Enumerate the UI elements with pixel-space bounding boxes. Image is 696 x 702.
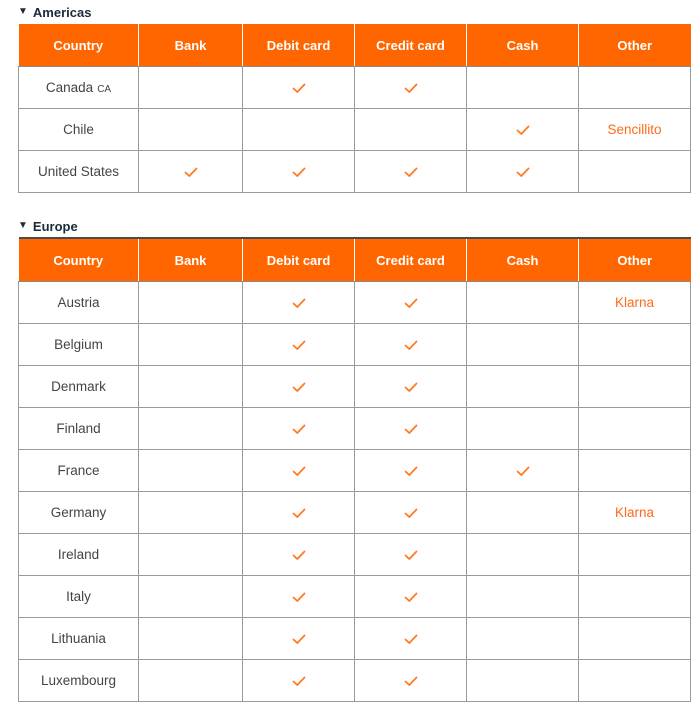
bank-cell [139, 534, 243, 576]
check-icon [516, 463, 530, 478]
col-header-country: Country [19, 24, 139, 67]
check-icon [292, 295, 306, 310]
bank-cell [139, 492, 243, 534]
col-header-other: Other [579, 24, 691, 67]
other-cell [579, 492, 691, 534]
credit-card-cell [355, 408, 467, 450]
other-cell [579, 151, 691, 193]
country-cell [19, 660, 139, 702]
triangle-down-icon: ▼ [18, 220, 28, 231]
payment-table-europe [18, 237, 691, 702]
check-icon [292, 421, 306, 436]
table-row-italy [19, 576, 691, 618]
check-icon [404, 673, 418, 688]
debit-card-cell [243, 408, 355, 450]
check-icon [292, 505, 306, 520]
country-name: United States [37, 164, 120, 179]
credit-card-cell [355, 492, 467, 534]
other-cell [579, 534, 691, 576]
bank-cell [139, 408, 243, 450]
section-toggle-americas[interactable] [18, 2, 91, 22]
other-cell [579, 67, 691, 109]
check-icon [184, 164, 198, 179]
check-icon [404, 337, 418, 352]
credit-card-cell [355, 282, 467, 324]
col-header-cash: Cash [467, 238, 579, 282]
table-row-germany [19, 492, 691, 534]
debit-card-cell [243, 450, 355, 492]
check-icon [292, 463, 306, 478]
credit-card-cell [355, 366, 467, 408]
country-name: Belgium [54, 337, 103, 352]
table-row-lithuania [19, 618, 691, 660]
other-cell [579, 109, 691, 151]
debit-card-cell [243, 67, 355, 109]
other-cell [579, 282, 691, 324]
country-name: Lithuania [51, 631, 106, 646]
check-icon [404, 631, 418, 646]
header-row [19, 24, 691, 67]
credit-card-cell [355, 151, 467, 193]
cash-cell [467, 408, 579, 450]
bank-cell [139, 366, 243, 408]
other-cell [579, 366, 691, 408]
credit-card-cell [355, 67, 467, 109]
country-name: Finland [56, 421, 101, 436]
other-method-label: Klarna [614, 505, 655, 520]
bank-cell [139, 660, 243, 702]
cash-cell [467, 576, 579, 618]
check-icon [292, 337, 306, 352]
cash-cell [467, 450, 579, 492]
debit-card-cell [243, 109, 355, 151]
country-cell [19, 67, 139, 109]
check-icon [404, 379, 418, 394]
bank-cell [139, 282, 243, 324]
debit-card-cell [243, 534, 355, 576]
credit-card-cell [355, 109, 467, 151]
other-cell [579, 618, 691, 660]
cash-cell [467, 324, 579, 366]
col-header-credit-card: Credit card [355, 24, 467, 67]
bank-cell [139, 109, 243, 151]
country-name: Canada [45, 80, 94, 95]
country-name: Austria [57, 295, 100, 310]
check-icon [292, 164, 306, 179]
table-row-belgium [19, 324, 691, 366]
country-cell [19, 282, 139, 324]
credit-card-cell [355, 618, 467, 660]
debit-card-cell [243, 618, 355, 660]
check-icon [404, 547, 418, 562]
country-name: Ireland [57, 547, 100, 562]
check-icon [404, 421, 418, 436]
debit-card-cell [243, 492, 355, 534]
col-header-cash: Cash [467, 24, 579, 67]
debit-card-cell [243, 366, 355, 408]
col-header-debit-card: Debit card [243, 24, 355, 67]
other-cell [579, 660, 691, 702]
debit-card-cell [243, 282, 355, 324]
country-name: Denmark [51, 379, 106, 394]
country-cell [19, 366, 139, 408]
table-row-france [19, 450, 691, 492]
credit-card-cell [355, 660, 467, 702]
country-cell [19, 408, 139, 450]
debit-card-cell [243, 151, 355, 193]
section-toggle-europe[interactable] [18, 216, 78, 236]
bank-cell [139, 324, 243, 366]
cash-cell [467, 282, 579, 324]
cash-cell [467, 366, 579, 408]
cash-cell [467, 492, 579, 534]
check-icon [404, 164, 418, 179]
col-header-bank: Bank [139, 238, 243, 282]
country-name: Chile [63, 122, 94, 137]
country-name: Luxembourg [40, 673, 117, 688]
country-code: CA [97, 84, 112, 95]
table-row-ireland [19, 534, 691, 576]
credit-card-cell [355, 324, 467, 366]
bank-cell [139, 67, 243, 109]
triangle-down-icon: ▼ [18, 6, 28, 17]
table-row-finland [19, 408, 691, 450]
col-header-credit-card: Credit card [355, 238, 467, 282]
check-icon [292, 80, 306, 95]
bank-cell [139, 450, 243, 492]
check-icon [292, 547, 306, 562]
check-icon [404, 295, 418, 310]
other-method-label: Klarna [614, 295, 655, 310]
check-icon [292, 379, 306, 394]
debit-card-cell [243, 576, 355, 618]
table-row-united-states [19, 151, 691, 193]
other-cell [579, 408, 691, 450]
section-title: Europe [32, 218, 78, 234]
cash-cell [467, 618, 579, 660]
country-cell [19, 618, 139, 660]
bank-cell [139, 618, 243, 660]
check-icon [404, 589, 418, 604]
cash-cell [467, 534, 579, 576]
cash-cell [467, 67, 579, 109]
col-header-other: Other [579, 238, 691, 282]
credit-card-cell [355, 534, 467, 576]
check-icon [292, 589, 306, 604]
cash-cell [467, 109, 579, 151]
payment-table-americas [18, 24, 691, 193]
check-icon [292, 673, 306, 688]
other-cell [579, 576, 691, 618]
bank-cell [139, 576, 243, 618]
other-cell [579, 450, 691, 492]
col-header-debit-card: Debit card [243, 238, 355, 282]
country-cell [19, 492, 139, 534]
credit-card-cell [355, 576, 467, 618]
other-method-label: Sencillito [607, 122, 662, 137]
bank-cell [139, 151, 243, 193]
country-name: France [57, 463, 100, 478]
col-header-bank: Bank [139, 24, 243, 67]
section-title: Americas [32, 4, 92, 20]
country-name: Italy [66, 589, 91, 604]
country-cell [19, 324, 139, 366]
country-name: Germany [50, 505, 107, 520]
debit-card-cell [243, 660, 355, 702]
credit-card-cell [355, 450, 467, 492]
table-row-luxembourg [19, 660, 691, 702]
country-cell [19, 151, 139, 193]
check-icon [292, 631, 306, 646]
other-cell [579, 324, 691, 366]
check-icon [404, 463, 418, 478]
country-cell [19, 534, 139, 576]
country-cell [19, 450, 139, 492]
country-cell [19, 576, 139, 618]
debit-card-cell [243, 324, 355, 366]
check-icon [516, 122, 530, 137]
country-cell [19, 109, 139, 151]
table-row-austria [19, 282, 691, 324]
check-icon [404, 505, 418, 520]
check-icon [516, 164, 530, 179]
check-icon [404, 80, 418, 95]
table-row-canada [19, 67, 691, 109]
table-row-denmark [19, 366, 691, 408]
table-row-chile [19, 109, 691, 151]
cash-cell [467, 660, 579, 702]
col-header-country: Country [19, 238, 139, 282]
header-row [19, 238, 691, 282]
cash-cell [467, 151, 579, 193]
